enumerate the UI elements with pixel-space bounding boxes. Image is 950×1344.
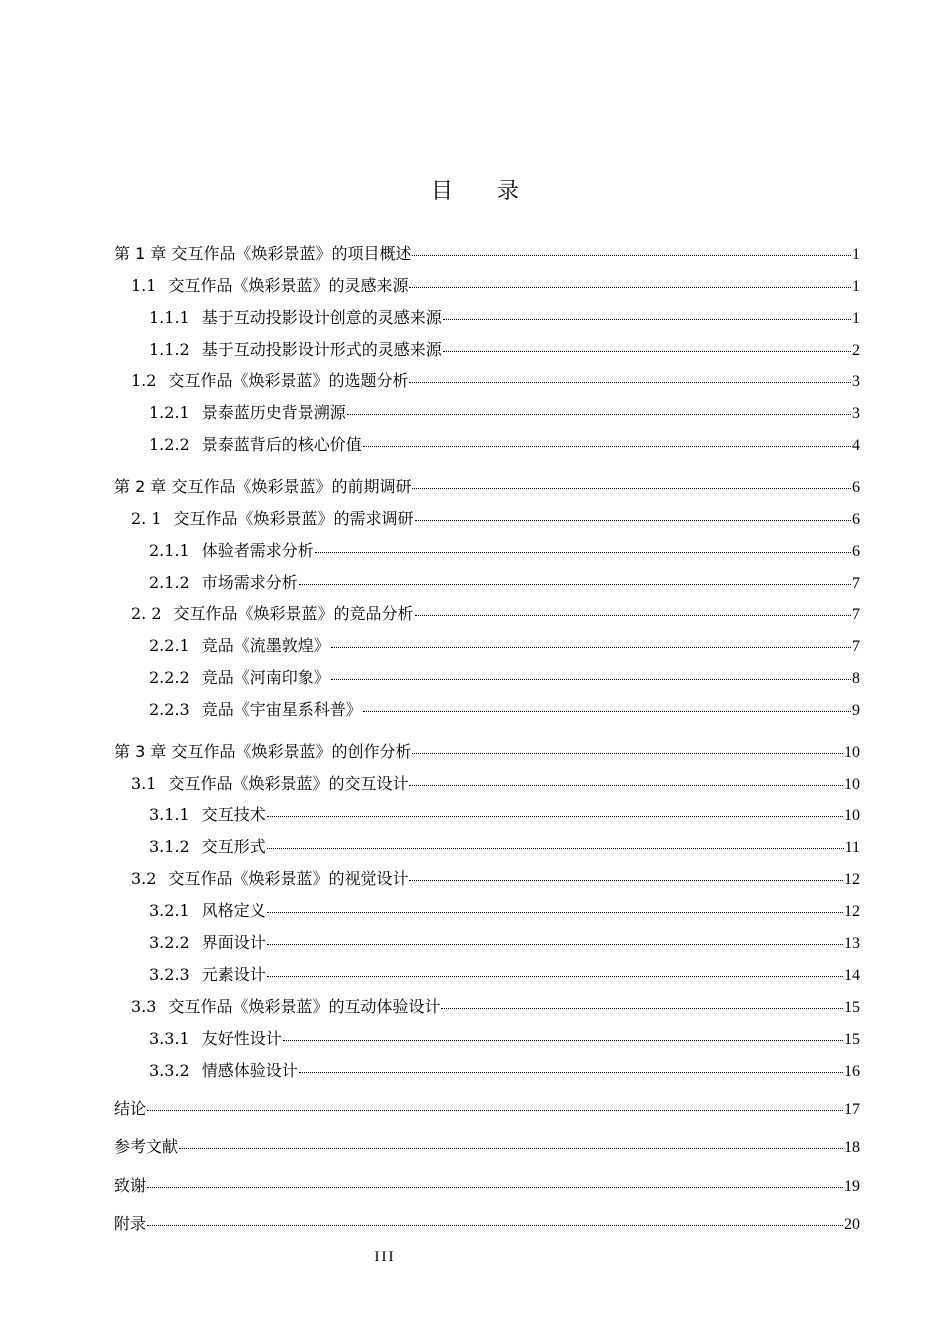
toc-dot-leader — [283, 1040, 843, 1041]
toc-entry-page: 11 — [844, 839, 860, 856]
toc-entry-title: 景泰蓝背后的核心价值 — [201, 435, 362, 454]
toc-entry[interactable] — [114, 1096, 860, 1118]
toc-entry-page: 12 — [844, 871, 860, 888]
toc-entry[interactable] — [114, 1134, 860, 1156]
toc-entry-title: 景泰蓝历史背景溯源 — [201, 403, 346, 422]
toc-entry-number: 3.3.2 — [149, 1061, 190, 1080]
toc-dot-leader — [315, 552, 851, 553]
toc-entry-page: 1 — [852, 278, 860, 295]
toc-title-char-1: 目 — [430, 179, 453, 204]
toc-entry[interactable] — [131, 866, 860, 888]
toc-dot-leader — [443, 319, 851, 320]
toc-entry-title: 元素设计 — [201, 965, 266, 984]
toc-entry-number: 3.1.1 — [149, 805, 190, 824]
toc-dot-leader — [267, 816, 843, 817]
toc-entry-title: 附录 — [114, 1214, 147, 1233]
toc-dot-leader — [299, 584, 851, 585]
toc-entry-title: 交互作品《焕彩景蓝》的视觉设计 — [168, 869, 409, 888]
toc-entry[interactable] — [149, 834, 860, 856]
toc-entry[interactable] — [131, 368, 860, 390]
toc-entry-title: 交互作品《焕彩景蓝》的需求调研 — [173, 509, 414, 528]
toc-entry-title: 基于互动投影设计创意的灵感来源 — [201, 308, 442, 327]
toc-entry-title: 交互作品《焕彩景蓝》的交互设计 — [168, 774, 409, 793]
toc-entry-number: 3.3 — [131, 997, 157, 1016]
toc-entry-title: 体验者需求分析 — [201, 541, 314, 560]
toc-entry-page: 13 — [844, 935, 860, 952]
toc-entry-page: 15 — [844, 1031, 860, 1048]
toc-entry-number: 3.1.2 — [149, 837, 190, 856]
toc-entry[interactable] — [149, 432, 860, 454]
toc-dot-leader — [441, 1008, 843, 1009]
toc-entry[interactable] — [149, 1026, 860, 1048]
toc-entry[interactable] — [131, 994, 860, 1016]
toc-dot-leader — [412, 753, 843, 754]
toc-dot-leader — [147, 1225, 843, 1226]
toc-entry-title: 第 1 章 交互作品《焕彩景蓝》的项目概述 — [114, 244, 412, 263]
toc-entry-number: 2.1.2 — [149, 573, 190, 592]
toc-dot-leader — [412, 255, 851, 256]
toc-entry-title: 市场需求分析 — [201, 573, 298, 592]
toc-entry-number: 3.1 — [131, 774, 157, 793]
toc-entry-number: 2. 2 — [131, 604, 162, 623]
toc-entry[interactable] — [149, 1058, 860, 1080]
toc-title — [0, 174, 950, 205]
toc-entry[interactable] — [149, 633, 860, 655]
toc-dot-leader — [179, 1148, 843, 1149]
toc-dot-leader — [415, 615, 851, 616]
toc-entry[interactable] — [131, 506, 860, 528]
toc-entry-title: 界面设计 — [201, 933, 266, 952]
toc-entry[interactable] — [149, 570, 860, 592]
toc-entry[interactable] — [149, 962, 860, 984]
page-number-footer: III — [374, 1249, 396, 1265]
toc-dot-leader — [409, 382, 851, 383]
toc-dot-leader — [299, 1072, 843, 1073]
toc-dot-leader — [363, 711, 851, 712]
toc-entry[interactable] — [114, 739, 860, 761]
toc-dot-leader — [147, 1187, 843, 1188]
toc-entry-page: 6 — [852, 511, 860, 528]
toc-entry-page: 1 — [852, 310, 860, 327]
toc-entry-title: 第 3 章 交互作品《焕彩景蓝》的创作分析 — [114, 742, 412, 761]
toc-entry-page: 10 — [844, 744, 860, 761]
toc-dot-leader — [267, 976, 843, 977]
toc-dot-leader — [409, 880, 843, 881]
toc-entry-number: 1.1.1 — [149, 308, 190, 327]
toc-entry[interactable] — [114, 474, 860, 496]
toc-entry-page: 14 — [844, 967, 860, 984]
toc-entry[interactable] — [149, 305, 860, 327]
toc-dot-leader — [267, 944, 843, 945]
toc-dot-leader — [415, 520, 851, 521]
toc-entry-page: 6 — [852, 479, 860, 496]
toc-dot-leader — [267, 912, 843, 913]
toc-entry-number: 1.1.2 — [149, 340, 190, 359]
toc-entry-number: 1.2 — [131, 371, 157, 390]
toc-entry-number: 2.2.1 — [149, 636, 190, 655]
toc-entry-page: 18 — [844, 1139, 860, 1156]
toc-entry-title: 风格定义 — [201, 901, 266, 920]
toc-entry-page: 6 — [852, 543, 860, 560]
toc-entry[interactable] — [114, 241, 860, 263]
toc-dot-leader — [331, 647, 851, 648]
toc-entry-page: 8 — [852, 670, 860, 687]
toc-entry[interactable] — [149, 898, 860, 920]
toc-entry-title: 参考文献 — [114, 1137, 179, 1156]
toc-entry[interactable] — [149, 930, 860, 952]
toc-entry-page: 16 — [844, 1063, 860, 1080]
toc-entry[interactable] — [114, 1173, 860, 1195]
toc-entry-page: 20 — [844, 1216, 860, 1233]
toc-entry-page: 1 — [852, 246, 860, 263]
toc-entry-number: 1.2.1 — [149, 403, 190, 422]
toc-title-char-2: 录 — [497, 179, 520, 204]
toc-entry[interactable] — [131, 273, 860, 295]
toc-entry-page: 17 — [844, 1101, 860, 1118]
toc-entry-title: 竞品《流墨敦煌》 — [201, 636, 330, 655]
toc-entry-page: 15 — [844, 999, 860, 1016]
toc-dot-leader — [347, 414, 851, 415]
toc-entry-title: 竞品《宇宙星系科普》 — [201, 700, 362, 719]
toc-entry[interactable] — [149, 400, 860, 422]
toc-entry-page: 19 — [844, 1178, 860, 1195]
toc-entry[interactable] — [114, 1211, 860, 1233]
toc-entry-page: 10 — [844, 807, 860, 824]
toc-dot-leader — [409, 287, 851, 288]
toc-entry-number: 2. 1 — [131, 509, 162, 528]
toc-dot-leader — [443, 351, 851, 352]
toc-entry-number: 2.1.1 — [149, 541, 190, 560]
toc-entry-number: 1.1 — [131, 276, 157, 295]
toc-entry-title: 致谢 — [114, 1176, 147, 1195]
toc-entry-title: 基于互动投影设计形式的灵感来源 — [201, 340, 442, 359]
toc-entry-title: 交互作品《焕彩景蓝》的竞品分析 — [173, 604, 414, 623]
toc-entry-number: 3.2.3 — [149, 965, 190, 984]
toc-entry-title: 竞品《河南印象》 — [201, 668, 330, 687]
toc-entry-page: 9 — [852, 702, 860, 719]
toc-entry-title: 情感体验设计 — [201, 1061, 298, 1080]
toc-dot-leader — [363, 446, 851, 447]
toc-entry[interactable] — [149, 697, 860, 719]
toc-entry-number: 2.2.2 — [149, 668, 190, 687]
toc-entry-title: 交互技术 — [201, 805, 266, 824]
toc-dot-leader — [267, 848, 844, 849]
toc-dot-leader — [331, 679, 851, 680]
toc-entry-number: 3.2 — [131, 869, 157, 888]
toc-entry-page: 3 — [852, 405, 860, 422]
toc-entry-number: 3.2.1 — [149, 901, 190, 920]
toc-entry-title: 结论 — [114, 1099, 147, 1118]
toc-entry-title: 交互作品《焕彩景蓝》的选题分析 — [168, 371, 409, 390]
toc-entry[interactable] — [131, 601, 860, 623]
toc-entry-title: 第 2 章 交互作品《焕彩景蓝》的前期调研 — [114, 477, 412, 496]
toc-entry-number: 3.2.2 — [149, 933, 190, 952]
toc-entry-page: 7 — [852, 575, 860, 592]
toc-entry[interactable] — [149, 337, 860, 359]
toc-dot-leader — [412, 488, 851, 489]
toc-entry-number: 3.3.1 — [149, 1029, 190, 1048]
toc-entry-page: 10 — [844, 776, 860, 793]
toc-entry-page: 7 — [852, 638, 860, 655]
toc-entry[interactable] — [131, 771, 860, 793]
toc-entry-title: 交互作品《焕彩景蓝》的灵感来源 — [168, 276, 409, 295]
toc-entry-title: 交互作品《焕彩景蓝》的互动体验设计 — [168, 997, 441, 1016]
toc-entry[interactable] — [149, 665, 860, 687]
toc-entry-title: 友好性设计 — [201, 1029, 282, 1048]
toc-entry-page: 3 — [852, 373, 860, 390]
toc-entry-page: 7 — [852, 606, 860, 623]
toc-entry[interactable] — [149, 538, 860, 560]
toc-entry-title: 交互形式 — [201, 837, 266, 856]
toc-entry[interactable] — [149, 802, 860, 824]
toc-dot-leader — [409, 785, 843, 786]
toc-entry-page: 2 — [852, 342, 860, 359]
toc-entry-page: 4 — [852, 437, 860, 454]
toc-entry-number: 1.2.2 — [149, 435, 190, 454]
toc-entry-page: 12 — [844, 903, 860, 920]
toc-entry-number: 2.2.3 — [149, 700, 190, 719]
toc-dot-leader — [147, 1110, 843, 1111]
